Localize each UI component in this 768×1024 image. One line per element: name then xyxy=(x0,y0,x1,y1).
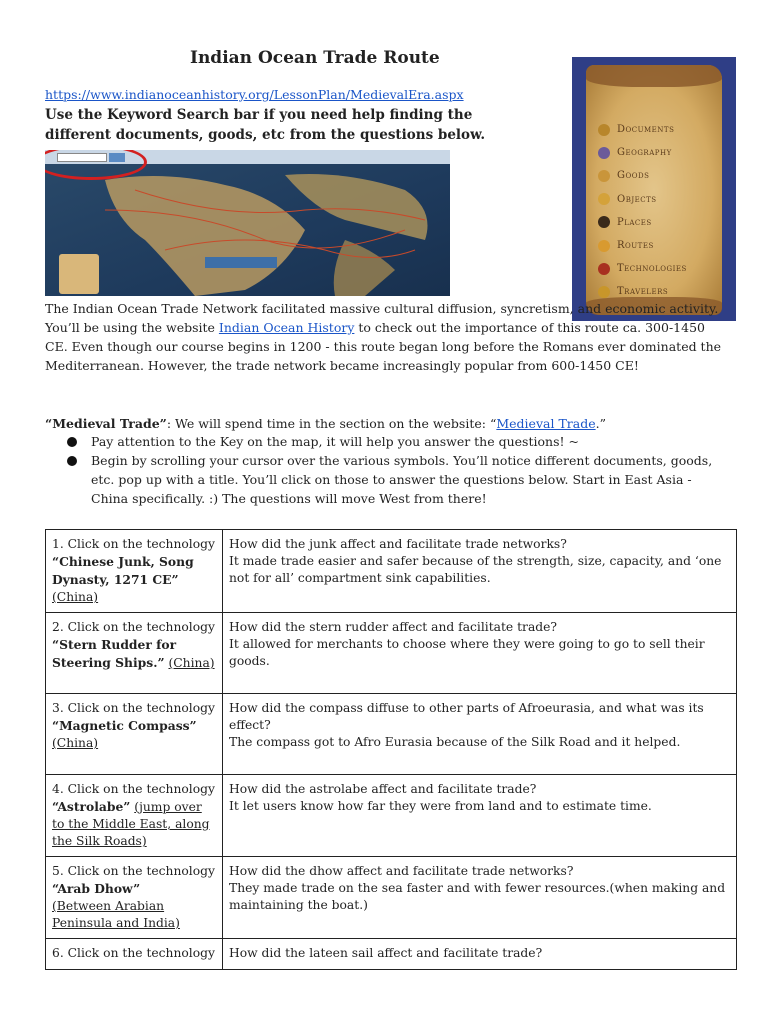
instruction-text: Use the Keyword Search bar if you need help finding the different documents, goods, etc from the questions below. xyxy=(45,107,486,143)
list-item: Pay attention to the Key on the map, it will help you answer the questions! ~ xyxy=(67,432,727,451)
scroll-item-goods: Goods xyxy=(598,164,687,187)
scroll-item-objects: Objects xyxy=(598,188,687,211)
parchment-scroll xyxy=(586,65,722,315)
bullet-icon xyxy=(67,437,77,447)
lesson-url-link[interactable]: https://www.indianoceanhistory.org/LessonPlan/MedievalEra.aspx xyxy=(45,87,464,102)
answer-cell[interactable]: How did the stern rudder affect and facilitate trade? It allowed for merchants to choose where they were going to go to sell their goods. xyxy=(223,613,737,694)
scroll-item-documents: Documents xyxy=(598,118,687,141)
travelers-icon xyxy=(598,286,610,298)
table-row xyxy=(46,613,737,694)
table-row xyxy=(46,530,737,613)
bullet-icon xyxy=(67,456,77,466)
technology-cell: 3. Click on the technology “Magnetic Compass” (China) xyxy=(46,694,223,775)
answer-cell[interactable]: How did the astrolabe affect and facilitate trade? It let users know how far they were from land and to estimate time. xyxy=(223,775,737,857)
globe-icon xyxy=(598,147,610,159)
table-row xyxy=(46,939,737,970)
answer-cell[interactable]: How did the dhow affect and facilitate trade networks? They made trade on the sea faster and with fewer resources.(when making and maintaining the boat.) xyxy=(223,857,737,939)
scroll-item-places: Places xyxy=(598,211,687,234)
map-mini-scroll xyxy=(59,254,99,294)
scroll-item-technologies: Technologies xyxy=(598,257,687,280)
instruction-bullets xyxy=(67,432,727,508)
scroll-curl-top xyxy=(586,65,722,87)
technology-cell: 2. Click on the technology “Stern Rudder for Steering Ships.” (China) xyxy=(46,613,223,694)
questions-table xyxy=(45,529,737,970)
scroll-item-geography: Geography xyxy=(598,141,687,164)
goods-icon xyxy=(598,170,610,182)
technology-cell: 5. Click on the technology “Arab Dhow” (Between Arabian Peninsula and India) xyxy=(46,857,223,939)
medieval-trade-line: “Medieval Trade”: We will spend time in the section on the website: “Medieval Trade.” xyxy=(45,416,606,431)
objects-icon xyxy=(598,193,610,205)
routes-icon xyxy=(598,240,610,252)
answer-cell[interactable]: How did the junk affect and facilitate trade networks? It made trade easier and safer because of the strength, size, capacity, and ‘one not for all’ compartment sink capabilities. xyxy=(223,530,737,613)
technologies-icon xyxy=(598,263,610,275)
places-icon xyxy=(598,216,610,228)
table-row xyxy=(46,694,737,775)
technology-cell: 4. Click on the technology “Astrolabe” (jump over to the Middle East, along the Silk Roads) xyxy=(46,775,223,857)
indian-ocean-history-link[interactable]: Indian Ocean History xyxy=(218,320,355,335)
answer-cell[interactable]: How did the compass diffuse to other parts of Afroeurasia, and what was its effect? The compass got to Afro Eurasia because of the Silk Road and it helped. xyxy=(223,694,737,775)
scroll-item-travelers: Travelers xyxy=(598,280,687,303)
map-banner xyxy=(205,257,277,268)
page-title: Indian Ocean Trade Route xyxy=(190,48,440,68)
scroll-item-routes: Routes xyxy=(598,234,687,257)
answer-cell[interactable]: How did the lateen sail affect and facilitate trade? xyxy=(223,939,737,970)
intro-paragraph: The Indian Ocean Trade Network facilitated massive cultural diffusion, syncretism, and economic activity. You’ll be using the website Indian Ocean History to check out the importance of this route ca. 300-1450 CE. Even though our course begins in 1200 - this route began long before the Romans ever dominated the Mediterranean. However, the trade network became increasingly popular from 600-1450 CE! xyxy=(45,301,722,373)
technology-cell: 6. Click on the technology xyxy=(46,939,223,970)
technology-cell: 1. Click on the technology “Chinese Junk, Song Dynasty, 1271 CE” (China) xyxy=(46,530,223,613)
scroll-menu xyxy=(598,118,687,304)
medieval-trade-link[interactable]: Medieval Trade xyxy=(496,416,596,431)
table-row xyxy=(46,857,737,939)
table-row xyxy=(46,775,737,857)
category-scroll-image xyxy=(572,57,736,321)
documents-icon xyxy=(598,124,610,136)
list-item: Begin by scrolling your cursor over the various symbols. You’ll notice different documents, goods, etc. pop up with a title. You’ll click on those to answer the questions below. Start in East Asia - China specifically. :) The questions will move West from there! xyxy=(67,451,727,508)
map-screenshot xyxy=(45,150,450,296)
